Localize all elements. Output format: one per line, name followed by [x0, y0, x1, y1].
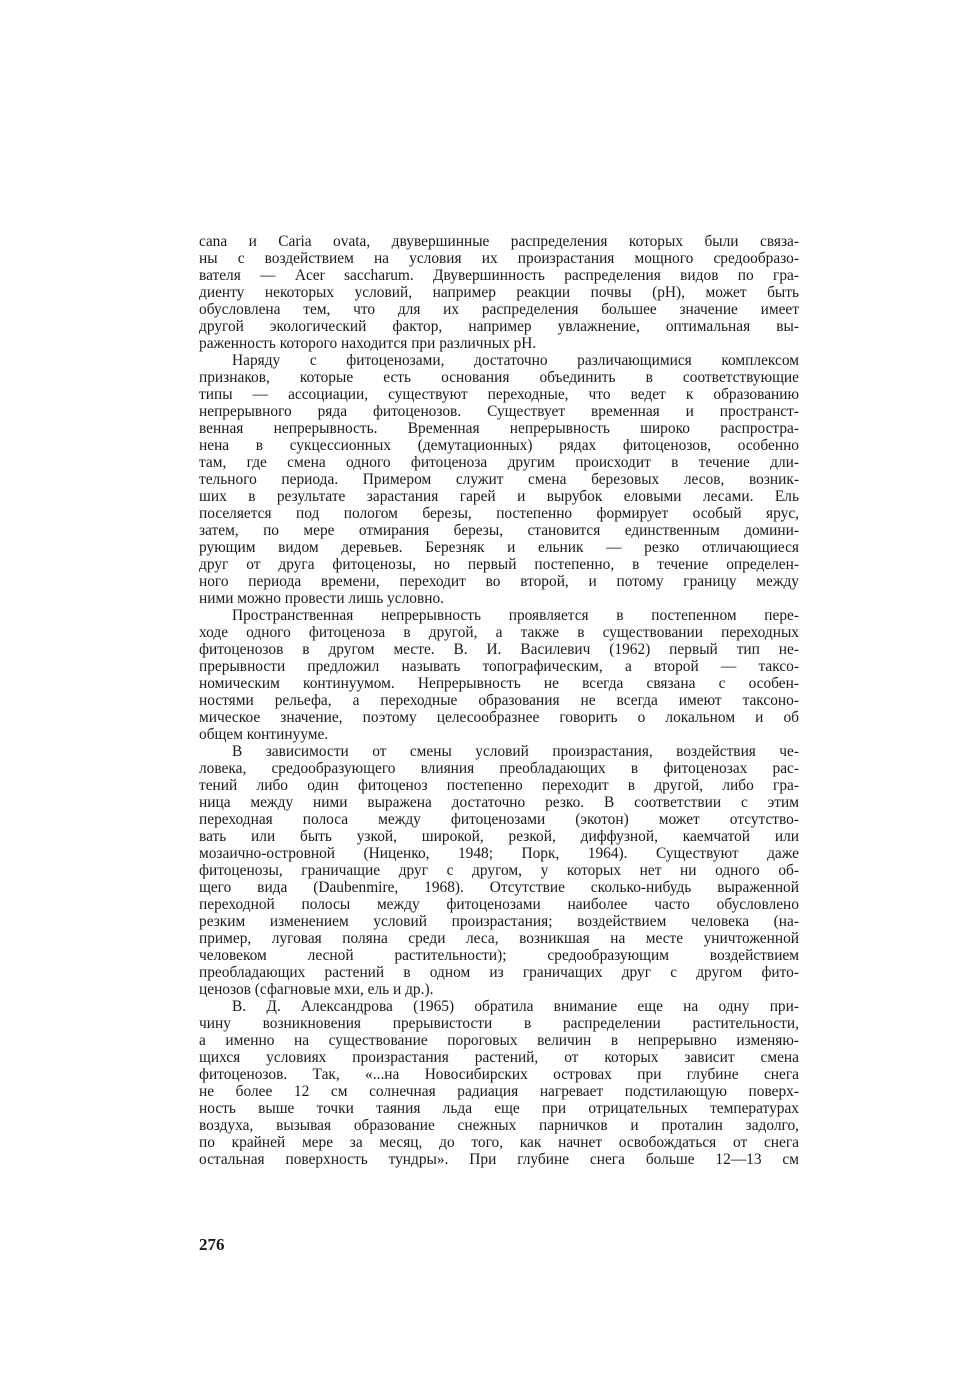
text-line: остальная поверхность тундры». При глубине снега больше 12—13 см	[199, 1151, 799, 1168]
text-line: переходная полоса между фитоценозами (экотон) может отсутство-	[199, 811, 799, 828]
text-line: В. Д. Александрова (1965) обратила внимание еще на одну при-	[232, 998, 799, 1015]
text-line: щихся условиях произрастания растений, от которых зависит смена	[199, 1049, 799, 1066]
text-line: Пространственная непрерывность проявляется в постепенном пере-	[232, 607, 799, 624]
text-line: ность выше точки таяния льда еще при отрицательных температурах	[199, 1100, 799, 1117]
text-line: общем континууме.	[199, 726, 329, 743]
text-line: раженность которого находится при различных pH.	[199, 335, 537, 352]
text-line: друг от друга фитоценозы, но первый постепенно, в течение определен-	[199, 556, 799, 573]
text-line: номическим континуумом. Непрерывность не всегда связана с особен-	[199, 675, 799, 692]
text-line: человеком лесной растительности); средообразующим воздействием	[199, 947, 799, 964]
text-line: щего вида (Daubenmire, 1968). Отсутствие сколько-нибудь выраженной	[199, 879, 799, 896]
text-line: по крайней мере за месяц, до того, как начнет освобождаться от снега	[199, 1134, 799, 1151]
text-line: ны с воздействием на условия их произрастания мощного средообразо-	[199, 250, 799, 267]
text-line: cana и Caria ovata, двувершинные распределения которых были связа-	[199, 233, 799, 250]
text-line: поселяется под пологом березы, постепенно формирует особый ярус,	[199, 505, 799, 522]
text-line: Наряду с фитоценозами, достаточно различающимися комплексом	[232, 352, 799, 369]
text-line: тений либо один фитоценоз постепенно переходит в другой, либо гра-	[199, 777, 799, 794]
text-line: другой экологический фактор, например увлажнение, оптимальная вы-	[199, 318, 799, 335]
text-line: мическое значение, поэтому целесообразнее говорить о локальном и об	[199, 709, 799, 726]
text-line: венная непрерывность. Временная непрерывность широко распростра-	[199, 420, 799, 437]
text-line: ного периода времени, переходит во второй, и потому границу между	[199, 573, 799, 590]
text-line: вателя — Acer saccharum. Двувершинность распределения видов по гра-	[199, 267, 799, 284]
text-line: вать или быть узкой, широкой, резкой, диффузной, каемчатой или	[199, 828, 799, 845]
text-line: фитоценозы, граничащие друг с другом, у которых нет ни одного об-	[199, 862, 799, 879]
text-line: ших в результате зарастания гарей и вырубок еловыми лесами. Ель	[199, 488, 799, 505]
text-line: воздуха, вызывая образование снежных парничков и проталин задолго,	[199, 1117, 799, 1134]
text-line: типы — ассоциации, существуют переходные, что ведет к образованию	[199, 386, 799, 403]
page-number: 276	[199, 1235, 225, 1254]
text-line: чину возникновения прерывистости в распределении растительности,	[199, 1015, 799, 1032]
text-line: затем, по мере отмирания березы, становится единственным домини-	[199, 522, 799, 539]
text-line: ценозов (сфагновые мхи, ель и др.).	[199, 981, 434, 998]
text-line: диенту некоторых условий, например реакции почвы (pH), может быть	[199, 284, 799, 301]
text-line: мозаично-островной (Ниценко, 1948; Порк, 1964). Существуют даже	[199, 845, 799, 862]
text-line: ними можно провести лишь условно.	[199, 590, 445, 607]
text-line: тельного периода. Примером служит смена березовых лесов, возник-	[199, 471, 799, 488]
text-line: признаков, которые есть основания объединить в соответствующие	[199, 369, 799, 386]
text-line: нена в сукцессионных (демутационных) рядах фитоценозов, особенно	[199, 437, 799, 454]
text-line: преобладающих растений в одном из граничащих друг с другом фито-	[199, 964, 799, 981]
text-line: обусловлена тем, что для их распределения большее значение имеет	[199, 301, 799, 318]
text-line: ходе одного фитоценоза в другой, а также в существовании переходных	[199, 624, 799, 641]
text-line: В зависимости от смены условий произрастания, воздействия че-	[232, 743, 799, 760]
text-line: фитоценозов в другом месте. В. И. Василевич (1962) первый тип не-	[199, 641, 799, 658]
text-line: там, где смена одного фитоценоза другим происходит в течение дли-	[199, 454, 799, 471]
text-line: а именно на существование пороговых величин в непрерывно изменяю-	[199, 1032, 799, 1049]
text-line: ница между ними выражена достаточно резко. В соответствии с этим	[199, 794, 799, 811]
text-line: резким изменением условий произрастания; воздействием человека (на-	[199, 913, 799, 930]
text-line: пример, луговая поляна среди леса, возникшая на месте уничтоженной	[199, 930, 799, 947]
text-line: переходной полосы между фитоценозами наиболее часто обусловлено	[199, 896, 799, 913]
text-line: непрерывного ряда фитоценозов. Существует временная и пространст-	[199, 403, 799, 420]
text-line: ловека, средообразующего влияния преобладающих в фитоценозах рас-	[199, 760, 799, 777]
text-line: фитоценозов. Так, «...на Новосибирских островах при глубине снега	[199, 1066, 799, 1083]
text-line: рующим видом деревьев. Березняк и ельник — резко отличающиеся	[199, 539, 799, 556]
text-line: не более 12 см солнечная радиация нагревает подстилающую поверх-	[199, 1083, 799, 1100]
body-text	[199, 233, 799, 1168]
text-line: ностями рельефа, а переходные образования не всегда имеют таксоно-	[199, 692, 799, 709]
text-line: прерывности предложил называть топографическим, а второй — таксо-	[199, 658, 799, 675]
